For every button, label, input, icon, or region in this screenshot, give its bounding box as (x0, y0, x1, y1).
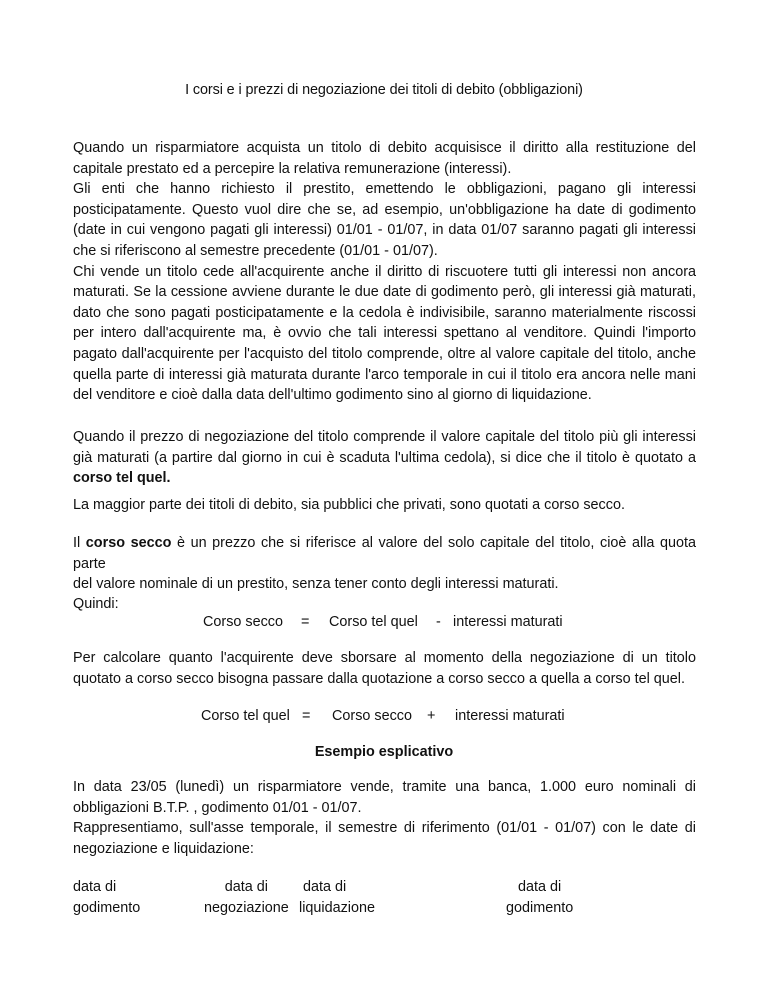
paragraph-tel-quel (73, 427, 696, 489)
text-line: capitale prestato ed a percepire la relativa remunerazione (interessi). (73, 160, 512, 177)
text-line: pagato dall'acquirente per l'acquisto del titolo comprende, oltre al valore capitale del titolo, anche (73, 345, 696, 362)
text-line: quella parte di interessi già maturata durante l'arco temporale in cui il titolo era ancora nelle mani (73, 366, 696, 383)
text-line: Per calcolare quanto l'acquirente deve sborsare al momento della negoziazione di un titolo (73, 650, 696, 666)
formula-corso-tel-quel (201, 706, 565, 727)
text-line: Rappresentiamo, sull'asse temporale, il semestre di riferimento (01/01 - 01/07) con le date di (73, 820, 696, 837)
timeline-label-line: liquidazione (299, 899, 376, 916)
timeline-label-line: data di (73, 879, 117, 895)
text-line: Chi vende un titolo cede all'acquirente anche il diritto di riscuotere tutti gli interessi non ancora (73, 263, 696, 280)
formula-term: interessi maturati (453, 614, 563, 630)
text-line: In data 23/05 (lunedì) un risparmiatore vende, tramite una banca, 1.000 euro nominali di (73, 779, 696, 795)
formula-operator: - (436, 614, 441, 630)
text-line: del valore nominale di un prestito, senza tener conto degli interessi maturati. (73, 576, 559, 593)
text-line: posticipatamente. Questo vuol dire che se, ad esempio, un'obbligazione ha date di godimento (73, 201, 696, 218)
text-line: dato che sono pagati posticipatamente e la cedola è indivisibile, saranno materialmente riscossi (73, 304, 696, 321)
timeline-label-negoziazione (204, 877, 289, 918)
section-title: Esempio esplicativo (314, 744, 454, 760)
timeline-label-line: data di (303, 879, 347, 895)
document-title: I corsi e i prezzi di negoziazione dei titoli di debito (obbligazioni) (185, 82, 583, 98)
timeline-label-line: data di (224, 879, 269, 895)
text-line: per intero dall'acquirente ma, è ovvio che tali interessi spettano al venditore. Quindi l'importo (73, 325, 696, 342)
timeline-label-line: data di (518, 879, 562, 895)
formula-term: interessi maturati (455, 708, 565, 724)
formula-operator: + (427, 708, 436, 724)
text-line: maturati. Se la cessione avviene durante le due date di godimento però, gli interessi già maturati, (73, 284, 696, 301)
formula-operator: = (301, 614, 310, 630)
paragraph-corso-secco-def (73, 533, 696, 595)
text-line: La maggior parte dei titoli di debito, sia pubblici che privati, sono quotati a corso secco. (73, 497, 625, 513)
formula-term: Corso tel quel (329, 614, 418, 630)
text-line: che si riferiscono al semestre precedente (01/01 - 01/07). (73, 242, 438, 259)
timeline-label-godimento-end (506, 877, 573, 918)
paragraph-calcolo (73, 648, 696, 689)
timeline-label-line: godimento (73, 899, 141, 916)
text-line: del venditore e cioè dalla data dell'ultimo godimento sino al giorno di liquidazione. (73, 387, 592, 404)
text-line (73, 533, 696, 574)
text-line: già maturati (a partire dal giorno in cui è scaduta l'ultima cedola), si dice che il titolo è quotato a (73, 449, 696, 466)
bold-term: corso secco (85, 535, 172, 551)
formula-operator: = (302, 708, 311, 724)
text-line: (date in cui vengono pagati gli interessi) 01/01 - 01/07, in data 01/07 saranno pagati gli interessi (73, 222, 696, 239)
text-line: obbligazioni B.T.P. , godimento 01/01 - 01/07. (73, 799, 362, 816)
text-line: Quando un risparmiatore acquista un titolo di debito acquisisce il diritto alla restituzione del (73, 140, 696, 156)
paragraph-intro (73, 138, 696, 406)
timeline-label-line: negoziazione (204, 899, 289, 916)
formula-term: Corso tel quel (201, 708, 290, 724)
bold-term: corso tel quel. (73, 470, 171, 487)
paragraph-esempio (73, 777, 696, 859)
paragraph-corso-secco-note (73, 495, 696, 516)
text-line: Quando il prezzo di negoziazione del titolo comprende il valore capitale del titolo più gli interessi (73, 429, 696, 445)
formula-term: Corso secco (332, 708, 412, 724)
timeline-label-line: godimento (506, 899, 574, 916)
text-line: quotato a corso secco bisogna passare dalla quotazione a corso secco a quella a corso tel quel. (73, 670, 685, 687)
formula-corso-secco (203, 612, 563, 633)
timeline-label-godimento-start (73, 877, 140, 918)
text-line: negoziazione e liquidazione: (73, 840, 254, 857)
text-line: Quindi: (73, 596, 119, 612)
formula-term: Corso secco (203, 614, 283, 630)
text-line: Gli enti che hanno richiesto il prestito, emettendo le obbligazioni, pagano gli interessi (73, 181, 696, 198)
timeline-label-liquidazione (299, 877, 375, 918)
text-fragment: Il (73, 535, 86, 551)
text-fragment: è un prezzo che si riferisce al valore del solo capitale del titolo, cioè alla quota parte (73, 535, 697, 572)
text-line (73, 468, 696, 489)
